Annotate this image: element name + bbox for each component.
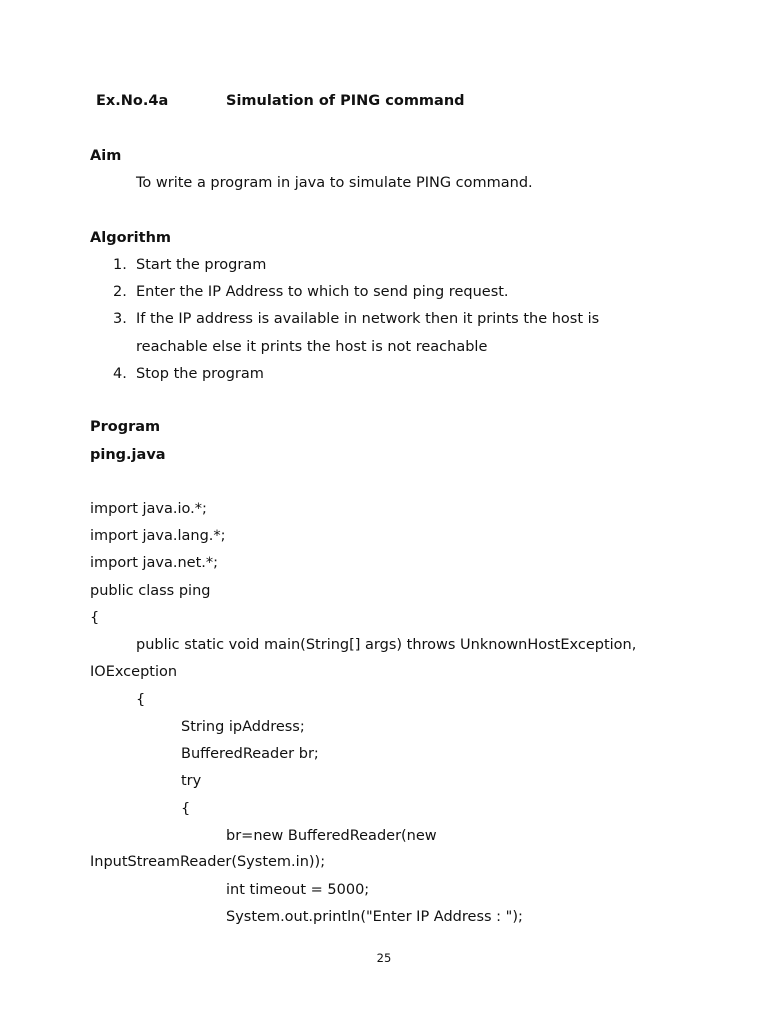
code-line: import java.net.*; xyxy=(90,555,219,571)
code-line: { xyxy=(181,801,191,817)
program-heading: Program xyxy=(90,419,161,435)
aim-text: To write a program in java to simulate PING command. xyxy=(136,175,533,191)
step-number: 4. xyxy=(113,366,127,382)
code-line: public class ping xyxy=(90,583,211,599)
code-line: InputStreamReader(System.in)); xyxy=(90,854,326,870)
code-line: int timeout = 5000; xyxy=(226,882,370,898)
aim-heading: Aim xyxy=(90,148,122,164)
algorithm-heading: Algorithm xyxy=(90,230,172,246)
step-text: Enter the IP Address to which to send ping request. xyxy=(136,284,509,300)
code-line: try xyxy=(181,773,202,789)
code-line: { xyxy=(90,610,100,626)
code-line: import java.lang.*; xyxy=(90,528,226,544)
document-title: Simulation of PING command xyxy=(226,93,465,109)
code-line: import java.io.*; xyxy=(90,501,207,517)
step-text-continuation: reachable else it prints the host is not reachable xyxy=(136,339,488,355)
step-number: 2. xyxy=(113,284,127,300)
code-line: System.out.println("Enter IP Address : "); xyxy=(226,909,523,925)
step-number: 3. xyxy=(113,311,127,327)
step-number: 1. xyxy=(113,257,127,273)
code-line: br=new BufferedReader(new xyxy=(226,828,437,844)
code-line: BufferedReader br; xyxy=(181,746,319,762)
step-text: If the IP address is available in network then it prints the host is xyxy=(136,311,600,327)
code-line: String ipAddress; xyxy=(181,719,305,735)
code-line: public static void main(String[] args) throws UnknownHostException, xyxy=(136,637,637,653)
page-number: 25 xyxy=(376,951,392,965)
exercise-number: Ex.No.4a xyxy=(96,93,169,109)
code-line: IOException xyxy=(90,664,178,680)
step-text: Stop the program xyxy=(136,366,264,382)
program-filename: ping.java xyxy=(90,447,166,463)
step-text: Start the program xyxy=(136,257,267,273)
code-line: { xyxy=(136,692,146,708)
